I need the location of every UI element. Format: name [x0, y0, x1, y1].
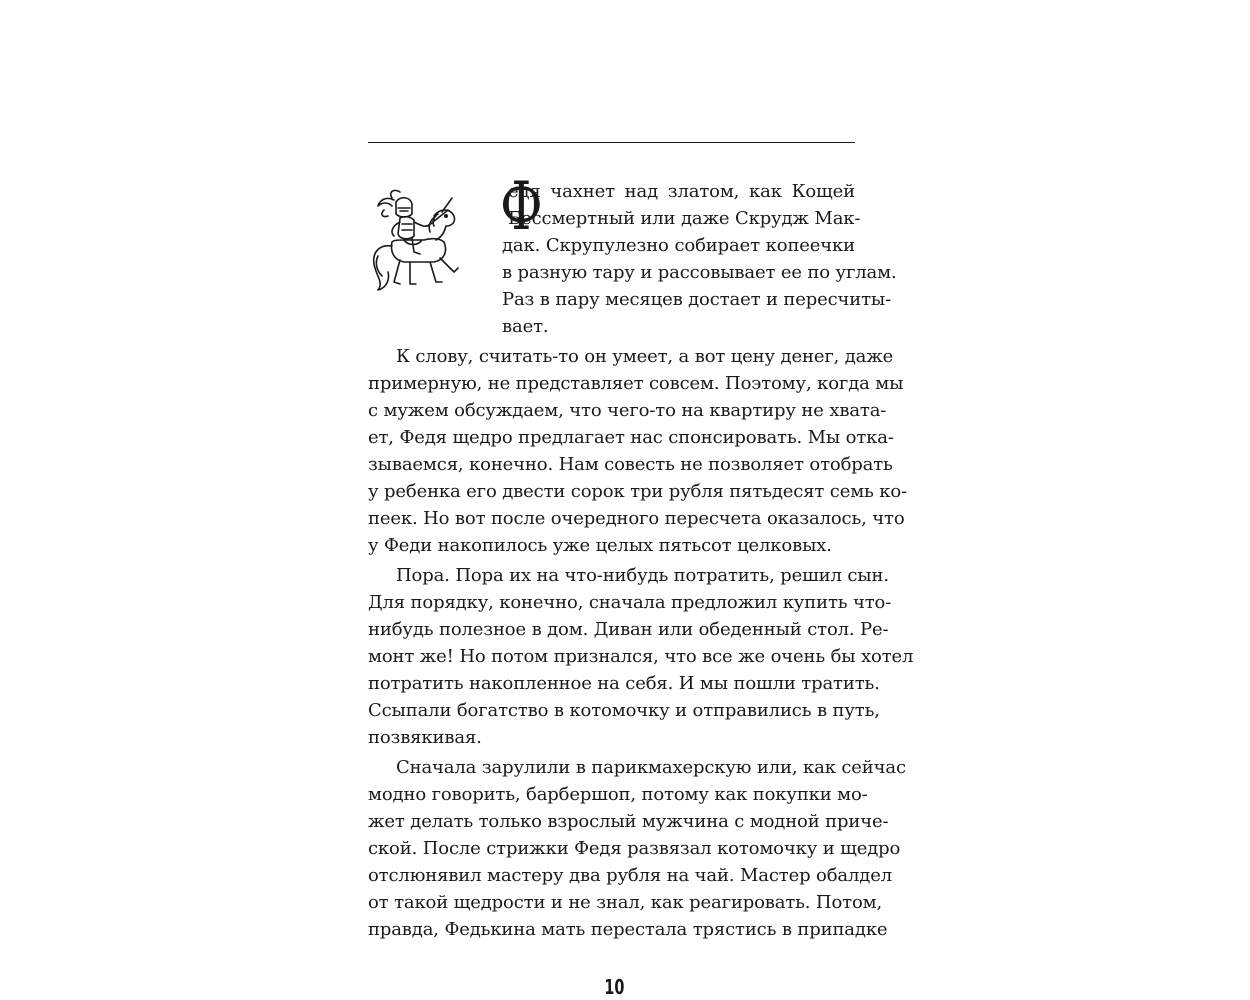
text-line: в разную тару и рассовывает ее по углам. [502, 262, 897, 283]
knight-on-unicorn-icon [364, 186, 468, 302]
text-line: Пора. Пора их на что-нибудь потратить, решил сын. [396, 565, 889, 586]
text-line: модно говорить, барбершоп, потому как покупки мо- [368, 784, 868, 805]
text-line: монт же! Но потом признался, что все же очень бы хотел [368, 646, 914, 667]
text-line: примерную, не представляет совсем. Поэтому, когда мы [368, 373, 904, 394]
text-line: едя чахнет над златом, как Кощей [508, 181, 855, 202]
text-line: жет делать только взрослый мужчина с модной приче- [368, 811, 889, 832]
text-line: от такой щедрости и не знал, как реагировать. Потом, [368, 892, 883, 913]
text-line: зываемся, конечно. Нам совесть не позволяет отобрать [368, 454, 893, 475]
text-line: отслюнявил мастеру два рубля на чай. Мастер обалдел [368, 865, 892, 886]
text-line: Сначала зарулили в парикмахерскую или, как сейчас [396, 757, 906, 778]
text-line: ет, Федя щедро предлагает нас спонсировать. Мы отка- [368, 427, 894, 448]
text-line: нибудь полезное в дом. Диван или обеденный стол. Ре- [368, 619, 889, 640]
text-line: пеек. Но вот после очередного пересчета оказалось, что [368, 508, 905, 529]
page-number: 10 [604, 975, 625, 999]
text-line: потратить накопленное на себя. И мы пошли тратить. [368, 673, 880, 694]
text-line: позвякивая. [368, 727, 482, 748]
drop-cap-letter: Ф [500, 168, 543, 245]
text-line: К слову, считать-то он умеет, а вот цену денег, даже [396, 346, 894, 367]
text-line: дак. Скрупулезно собирает копеечки [502, 235, 855, 256]
text-line: у ребенка его двести сорок три рубля пятьдесят семь ко- [368, 481, 907, 502]
text-line: Бессмертный или даже Скрудж Мак- [508, 208, 861, 229]
text-line: с мужем обсуждаем, что чего-то на квартиру не хвата- [368, 400, 887, 421]
text-line: вает. [502, 316, 549, 337]
text-line: у Феди накопилось уже целых пятьсот целковых. [368, 535, 832, 556]
text-line: правда, Федькина мать перестала трястись в припадке [368, 919, 888, 940]
top-rule-divider [368, 142, 855, 143]
text-line: Раз в пару месяцев достает и пересчиты- [502, 289, 892, 310]
text-line: ской. После стрижки Федя развязал котомочку и щедро [368, 838, 901, 859]
text-line: Ссыпали богатство в котомочку и отправились в путь, [368, 700, 880, 721]
text-line: Для порядку, конечно, сначала предложил купить что- [368, 592, 892, 613]
